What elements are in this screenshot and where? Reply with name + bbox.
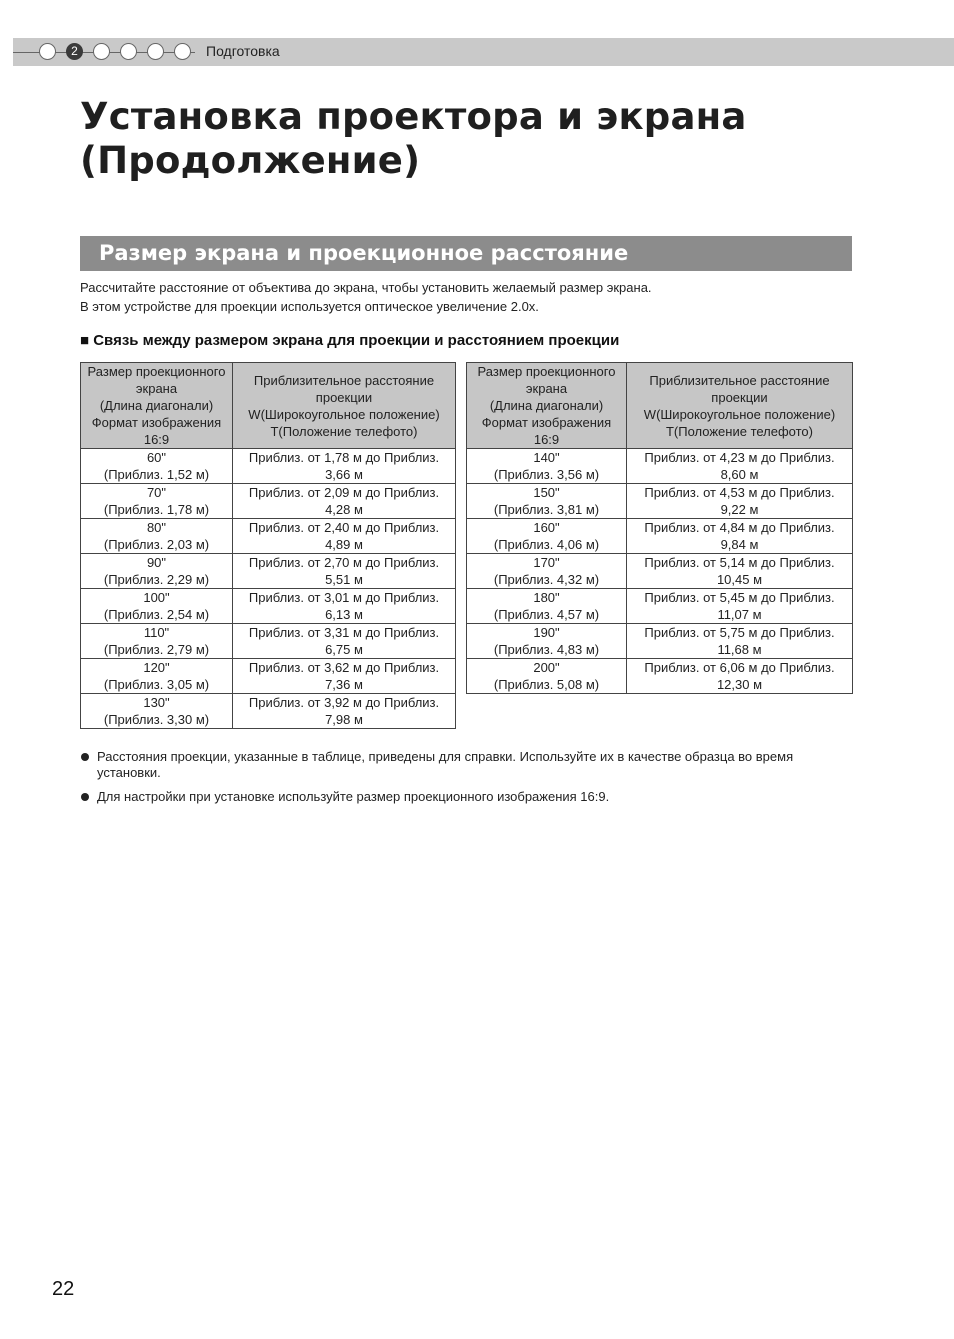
cell-distance: Приблиз. от 5,14 м до Приблиз. 10,45 м — [627, 554, 853, 589]
cell-screen-size: 120" (Приблиз. 3,05 м) — [81, 659, 233, 694]
table-row — [467, 519, 853, 554]
cell-distance: Приблиз. от 5,75 м до Приблиз. 11,68 м — [627, 624, 853, 659]
table-row — [81, 659, 456, 694]
table-row — [467, 624, 853, 659]
distance-table-right — [466, 362, 853, 694]
cell-distance: Приблиз. от 1,78 м до Приблиз. 3,66 м — [233, 449, 456, 484]
cell-screen-size: 200" (Приблиз. 5,08 м) — [467, 659, 627, 694]
table-row — [81, 484, 456, 519]
cell-screen-size: 180" (Приблиз. 4,57 м) — [467, 589, 627, 624]
section-name: Подготовка — [206, 43, 280, 59]
intro-text — [80, 278, 652, 316]
page-title — [80, 95, 747, 183]
table-row — [467, 589, 853, 624]
table-row — [81, 554, 456, 589]
cell-screen-size: 100" (Приблиз. 2,54 м) — [81, 589, 233, 624]
step-circle — [174, 43, 191, 60]
step-indicator — [39, 43, 191, 60]
cell-distance: Приблиз. от 3,31 м до Приблиз. 6,75 м — [233, 624, 456, 659]
table-row — [467, 554, 853, 589]
bullet-icon — [81, 793, 89, 801]
cell-screen-size: 90" (Приблиз. 2,29 м) — [81, 554, 233, 589]
table-row — [81, 449, 456, 484]
cell-distance: Приблиз. от 2,70 м до Приблиз. 5,51 м — [233, 554, 456, 589]
step-circle — [147, 43, 164, 60]
note-item: Для настройки при установке используйте размер проекционного изображения 16:9. — [80, 789, 855, 805]
cell-screen-size: 140" (Приблиз. 3,56 м) — [467, 449, 627, 484]
table-header-row — [81, 363, 456, 449]
cell-distance: Приблиз. от 2,40 м до Приблиз. 4,89 м — [233, 519, 456, 554]
cell-screen-size: 160" (Приблиз. 4,06 м) — [467, 519, 627, 554]
table-row — [467, 484, 853, 519]
table-row — [81, 589, 456, 624]
cell-screen-size: 70" (Приблиз. 1,78 м) — [81, 484, 233, 519]
page-title-line2: (Продолжение) — [80, 139, 421, 182]
note-item: Расстояния проекции, указанные в таблице, приведены для справки. Используйте их в качестве образца во время установки. — [80, 749, 855, 781]
table-row — [81, 624, 456, 659]
cell-distance: Приблиз. от 3,01 м до Приблиз. 6,13 м — [233, 589, 456, 624]
table-row — [81, 694, 456, 729]
cell-screen-size: 170" (Приблиз. 4,32 м) — [467, 554, 627, 589]
cell-screen-size: 190" (Приблиз. 4,83 м) — [467, 624, 627, 659]
page-number: 22 — [52, 1278, 75, 1300]
page-title-line1: Установка проектора и экрана — [80, 95, 747, 138]
bullet-icon — [81, 753, 89, 761]
cell-distance: Приблиз. от 2,09 м до Приблиз. 4,28 м — [233, 484, 456, 519]
table-body — [81, 449, 456, 729]
step-circle — [39, 43, 56, 60]
cell-screen-size: 150" (Приблиз. 3,81 м) — [467, 484, 627, 519]
cell-screen-size: 60" (Приблиз. 1,52 м) — [81, 449, 233, 484]
section-heading: Размер экрана и проекционное расстояние — [80, 236, 852, 271]
cell-distance: Приблиз. от 4,53 м до Приблиз. 9,22 м — [627, 484, 853, 519]
header-screen-size: Размер проекционного экрана (Длина диагонали) Формат изображения 16:9 — [81, 363, 233, 449]
step-circle — [120, 43, 137, 60]
table-row — [467, 449, 853, 484]
cell-distance: Приблиз. от 6,06 м до Приблиз. 12,30 м — [627, 659, 853, 694]
cell-distance: Приблиз. от 4,23 м до Приблиз. 8,60 м — [627, 449, 853, 484]
cell-distance: Приблиз. от 3,92 м до Приблиз. 7,98 м — [233, 694, 456, 729]
distance-table-left — [80, 362, 456, 729]
intro-line: В этом устройстве для проекции используется оптическое увеличение 2.0x. — [80, 299, 539, 314]
table-row — [81, 519, 456, 554]
table-header-row — [467, 363, 853, 449]
step-circle-active: 2 — [66, 43, 83, 60]
header-distance: Приблизительное расстояние проекции W(Широкоугольное положение) T(Положение телефото) — [233, 363, 456, 449]
step-circle — [93, 43, 110, 60]
cell-distance: Приблиз. от 3,62 м до Приблиз. 7,36 м — [233, 659, 456, 694]
header-distance: Приблизительное расстояние проекции W(Широкоугольное положение) T(Положение телефото) — [627, 363, 853, 449]
cell-screen-size: 130" (Приблиз. 3,30 м) — [81, 694, 233, 729]
notes-list — [80, 749, 855, 813]
table-title: ■ Связь между размером экрана для проекции и расстоянием проекции — [80, 332, 620, 349]
table-body — [467, 449, 853, 694]
cell-distance: Приблиз. от 4,84 м до Приблиз. 9,84 м — [627, 519, 853, 554]
table-row — [467, 659, 853, 694]
cell-screen-size: 110" (Приблиз. 2,79 м) — [81, 624, 233, 659]
intro-line: Рассчитайте расстояние от объектива до экрана, чтобы установить желаемый размер экрана. — [80, 280, 652, 295]
header-bar — [13, 38, 954, 66]
cell-distance: Приблиз. от 5,45 м до Приблиз. 11,07 м — [627, 589, 853, 624]
cell-screen-size: 80" (Приблиз. 2,03 м) — [81, 519, 233, 554]
header-screen-size: Размер проекционного экрана (Длина диагонали) Формат изображения 16:9 — [467, 363, 627, 449]
